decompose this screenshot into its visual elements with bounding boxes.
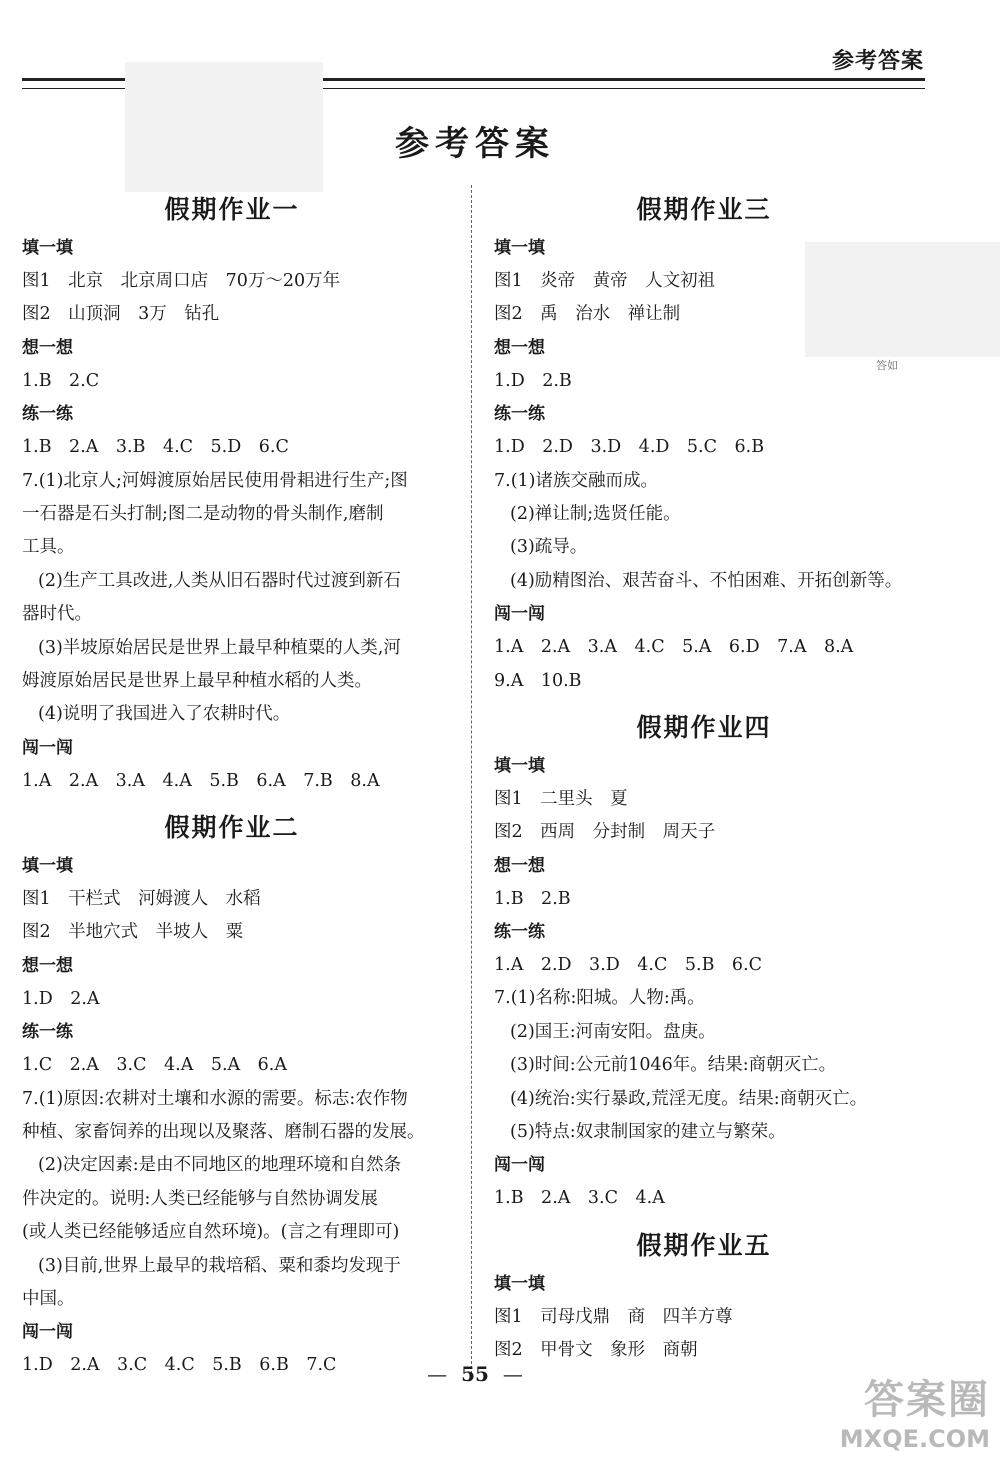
answer-line: 9.A 10.B [494, 670, 582, 691]
answer-line: 1.D 2.B [494, 370, 572, 391]
subsection-heading: 想一想 [494, 855, 545, 876]
subsection-heading: 填一填 [494, 755, 545, 776]
answer-line: (2)禅让制;选贤任能。 [510, 503, 681, 524]
answer-line: 1.A 2.D 3.D 4.C 5.B 6.C [494, 955, 763, 976]
section-title: 假期作业二 [164, 813, 300, 843]
answer-line: 7.(1)诸族交融而成。 [494, 470, 658, 491]
watermark-logo: 答案圈 [864, 1377, 990, 1423]
section-title: 假期作业一 [164, 195, 300, 224]
answer-line: 图1 炎帝 黄帝 人文初祖 [494, 271, 716, 291]
answer-line: (2)生产工具改进,人类从旧石器时代过渡到新石 [38, 570, 401, 591]
answer-line: 1.C 2.A 3.C 4.A 5.A 6.A [22, 1055, 288, 1076]
page-title: 参考答案 [395, 124, 555, 164]
answer-line: 件决定的。说明:人类已经能够与自然协调发展 [22, 1188, 378, 1209]
answer-line: (或人类已经能够适应自然环境)。(言之有理即可) [22, 1222, 400, 1243]
answer-line: 图1 二里头 夏 [494, 788, 628, 809]
subsection-heading: 练一练 [22, 1022, 73, 1043]
header-label: 参考答案 [831, 48, 924, 74]
answer-line: 图1 干栏式 河姆渡人 水稻 [22, 889, 261, 910]
subsection-heading: 填一填 [22, 856, 73, 877]
subsection-heading: 闯一闯 [494, 604, 545, 625]
answer-line: 7.(1)北京人;河姆渡原始居民使用骨耜进行生产;图 [22, 470, 408, 491]
answer-line: 1.A 2.A 3.A 4.C 5.A 6.D 7.A 8.A [494, 637, 854, 658]
subsection-heading: 填一填 [494, 1273, 545, 1294]
column-divider [471, 185, 472, 1379]
answer-line: 1.B 2.B [494, 888, 571, 909]
answer-line: 图2 禹 治水 禅让制 [494, 304, 681, 325]
answer-line: (4)说明了我国进入了农耕时代。 [38, 704, 291, 725]
answer-line: 器时代。 [22, 604, 92, 625]
answer-line: 图2 山顶洞 3万 钻孔 [22, 304, 220, 325]
answer-line: (4)励精图治、艰苦奋斗、不怕困难、开拓创新等。 [510, 570, 903, 591]
subsection-heading: 想一想 [22, 337, 73, 358]
answer-line: 图2 西周 分封制 周天子 [494, 822, 716, 843]
answer-line: 1.D 2.A [22, 988, 100, 1009]
answer-line: 工具。 [22, 537, 75, 558]
answer-line: (3)目前,世界上最早的栽培稻、粟和黍均发现于 [38, 1255, 401, 1276]
answer-line: (2)决定因素:是由不同地区的地理环境和自然条 [38, 1155, 402, 1176]
answer-line: 图1 北京 北京周口店 70万～20万年 [22, 271, 341, 291]
answer-line: 1.D 2.A 3.C 4.C 5.B 6.B 7.C [22, 1355, 337, 1376]
subsection-heading: 想一想 [22, 955, 73, 976]
subsection-heading: 填一填 [22, 238, 73, 258]
answer-line: 一石器是石头打制;图二是动物的骨头制作,磨制 [22, 503, 384, 524]
right-column [494, 188, 934, 1368]
subsection-heading: 闯一闯 [494, 1155, 545, 1176]
scribble-mark: 答如 [876, 359, 898, 372]
section-title: 假期作业五 [636, 1230, 772, 1260]
subsection-heading: 闯一闯 [22, 1322, 73, 1343]
answer-line: (3)时间:公元前1046年。结果:商朝灭亡。 [510, 1055, 837, 1076]
answer-line: (3)疏导。 [510, 537, 588, 558]
answer-line: 1.B 2.C [22, 370, 100, 391]
page-footer [0, 1362, 950, 1386]
subsection-heading: 练一练 [494, 404, 545, 425]
subsection-heading: 想一想 [494, 337, 545, 358]
answer-line: 7.(1)原因:农耕对土壤和水源的需要。标志:农作物 [22, 1088, 408, 1109]
answer-line: 1.B 2.A 3.B 4.C 5.D 6.C [22, 437, 289, 458]
subsection-heading: 填一填 [494, 238, 545, 258]
section-title: 假期作业三 [636, 195, 772, 224]
answer-line: 1.A 2.A 3.A 4.A 5.B 6.A 7.B 8.A [22, 770, 380, 791]
subsection-heading: 闯一闯 [22, 737, 73, 758]
answer-line: 1.B 2.A 3.C 4.A [494, 1188, 665, 1209]
footer-dash: — [502, 1362, 523, 1386]
answer-line: (4)统治:实行暴政,荒淫无度。结果:商朝灭亡。 [510, 1088, 868, 1109]
watermark-url: MXQE.COM [839, 1425, 990, 1453]
answer-line: 图1 司母戊鼎 商 四羊方尊 [494, 1306, 733, 1327]
page-number: 55 [461, 1362, 489, 1386]
subsection-heading: 练一练 [494, 922, 545, 943]
answer-line: 图2 甲骨文 象形 商朝 [494, 1340, 698, 1361]
answer-line: 中国。 [22, 1288, 75, 1309]
answer-line: (2)国王:河南安阳。盘庚。 [510, 1021, 716, 1042]
section-title: 假期作业四 [636, 712, 772, 742]
answer-line: 种植、家畜饲养的出现以及聚落、磨制石器的发展。 [22, 1122, 425, 1143]
answer-line: (3)半坡原始居民是世界上最早种植粟的人类,河 [38, 637, 401, 658]
answer-line: 姆渡原始居民是世界上最早种植水稻的人类。 [22, 670, 372, 691]
watermark [840, 1368, 990, 1453]
answer-line: 7.(1)名称:阳城。人物:禹。 [494, 988, 705, 1009]
answer-line: 图2 半地穴式 半坡人 粟 [22, 922, 244, 943]
answer-line: (5)特点:奴隶制国家的建立与繁荣。 [510, 1122, 786, 1143]
footer-dash: — [427, 1362, 448, 1386]
answer-line: 1.D 2.D 3.D 4.D 5.C 6.B [494, 437, 765, 458]
left-column [22, 188, 462, 1383]
subsection-heading: 练一练 [22, 404, 73, 425]
